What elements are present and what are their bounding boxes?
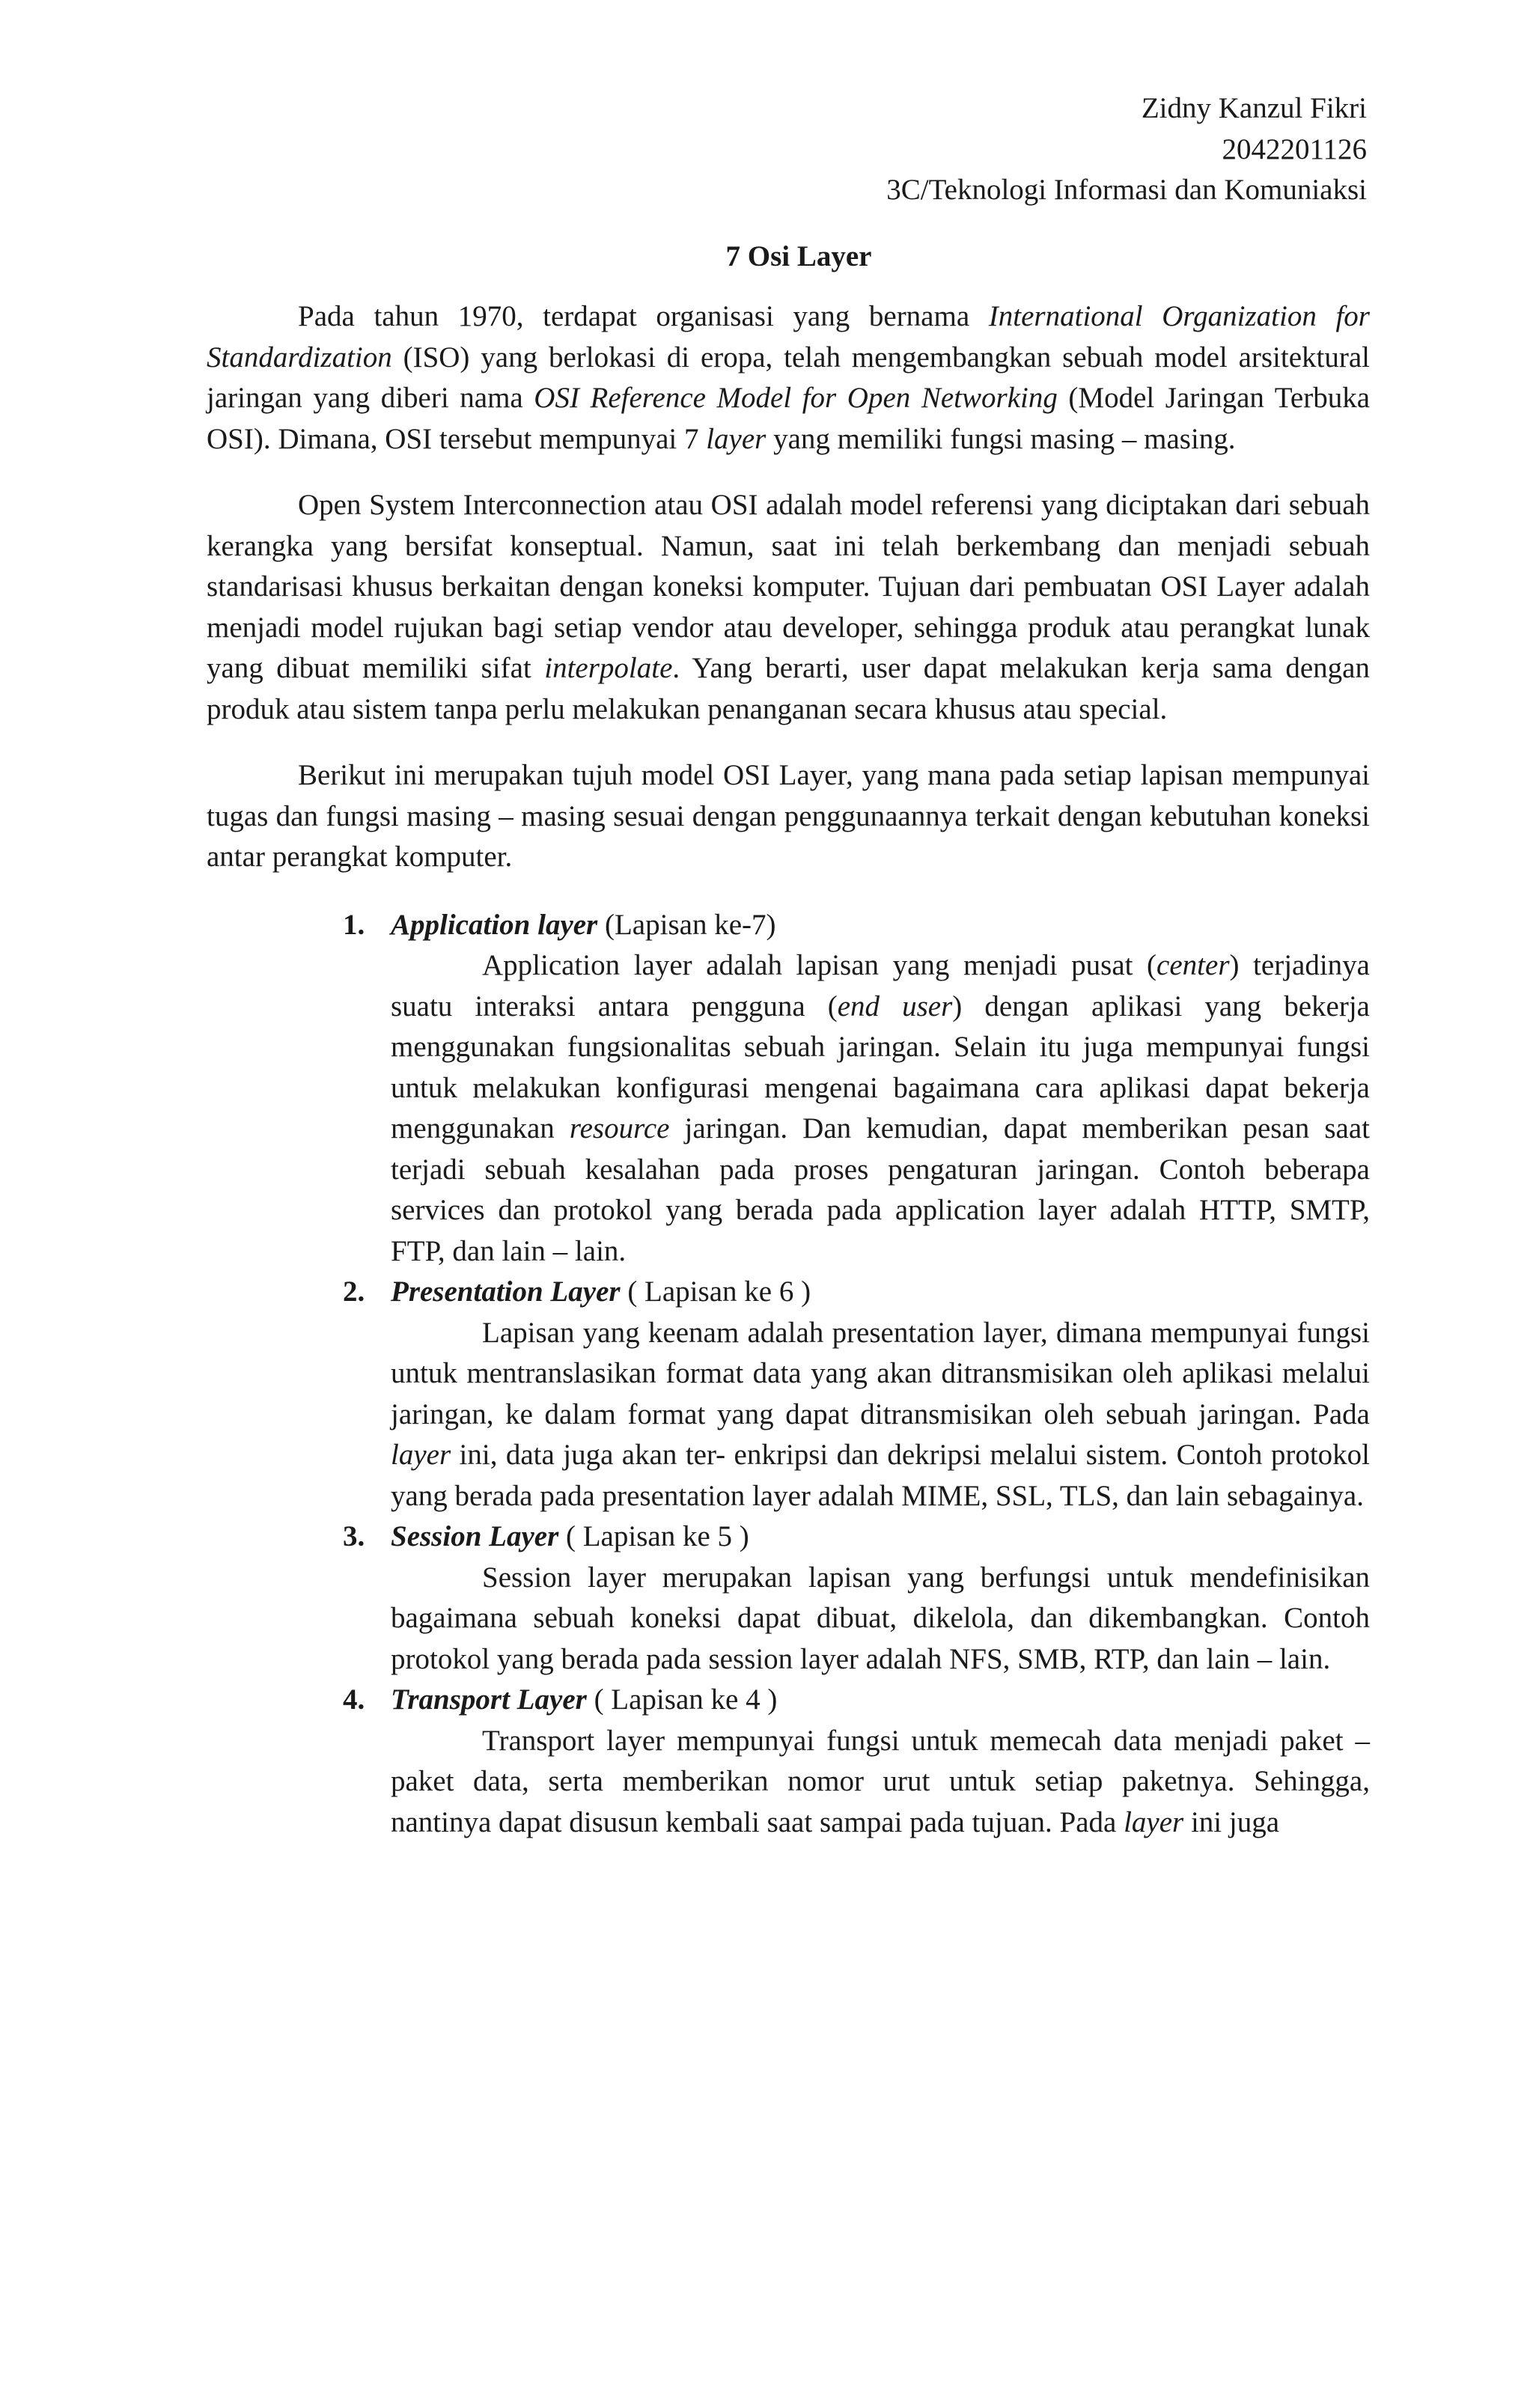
layer-level: (Lapisan ke-7) [597, 908, 776, 941]
intro-paragraph-3 [207, 755, 1370, 878]
list-item-number: 4. [343, 1683, 365, 1716]
text-run: (ISO) yang berlokasi di eropa, telah mengembangkan sebuah model arsitektural jaringan yang diberi nama [207, 341, 1370, 414]
italic-term: end user [837, 990, 953, 1022]
author-name: Zidny Kanzul Fikri [1141, 92, 1367, 124]
italic-term: International Organization for Standardization [207, 300, 1370, 374]
italic-term: layer [391, 1439, 451, 1471]
italic-term: resource [569, 1112, 670, 1144]
text-run: ini, data juga akan ter- enkripsi dan dekripsi melalui sistem. Contoh protokol yang berada pada presentation layer adalah MIME, SSL, TLS, dan lain sebagainya. [391, 1439, 1370, 1512]
text-run: Transport layer mempunyai fungsi untuk memecah data menjadi paket – paket data, serta memberikan nomor urut untuk setiap paketnya. Sehingga, nantinya dapat disusun kembali saat sampai pada tujuan. Pada [391, 1724, 1370, 1838]
class-program: 3C/Teknologi Informasi dan Komuniaksi [886, 174, 1367, 206]
list-item-number: 1. [343, 908, 365, 941]
document-title: 7 Osi Layer [725, 240, 872, 272]
list-item [343, 1272, 1370, 1517]
list-item-heading [343, 905, 1370, 946]
list-item-heading [343, 1680, 1370, 1721]
layer-description [391, 1558, 1370, 1680]
author-header [207, 88, 1367, 211]
text-run: Lapisan yang keenam adalah presentation layer, dimana mempunyai fungsi untuk mentranslasikan format data yang akan ditransmisikan oleh aplikasi melalui jaringan, ke dalam format yang dapat ditransmisikan oleh sebuah jaringan. Pada [391, 1316, 1370, 1430]
text-run: Open System Interconnection atau OSI adalah model referensi yang diciptakan dari sebuah kerangka yang bersifat konseptual. Namun, saat ini telah berkembang dan menjadi sebuah standarisasi khusus berkaitan dengan koneksi komputer. Tujuan dari pembuatan OSI Layer adalah menjadi model rujukan bagi setiap vendor atau developer, sehingga produk atau perangkat lunak yang dibuat memiliki sifat [207, 489, 1370, 684]
text-run: Berikut ini merupakan tujuh model OSI Layer, yang mana pada setiap lapisan mempunyai tugas dan fungsi masing – masing sesuai dengan penggunaannya terkait dengan kebutuhan koneksi antar perangkat komputer. [207, 759, 1370, 873]
text-run: jaringan. Dan kemudian, dapat memberikan pesan saat terjadi sebuah kesalahan pada proses pengaturan jaringan. Contoh beberapa services dan protokol yang berada pada application layer adalah HTTP, SMTP, FTP, dan lain – lain. [391, 1112, 1371, 1267]
intro-paragraph-1 [207, 296, 1370, 460]
layer-level: ( Lapisan ke 5 ) [558, 1520, 749, 1552]
layer-name: Presentation Layer [391, 1275, 621, 1308]
italic-term: OSI Reference Model for Open Networking [534, 382, 1058, 414]
italic-term: center [1156, 949, 1230, 981]
text-run: Pada tahun 1970, terdapat organisasi yang bernama [298, 300, 989, 332]
list-item-number: 2. [343, 1275, 365, 1308]
italic-term: layer [1124, 1805, 1184, 1838]
osi-layer-list [207, 905, 1370, 1844]
text-run: ) dengan aplikasi yang bekerja menggunakan fungsionalitas sebuah jaringan. Selain itu juga mempunyai fungsi untuk melakukan konfigurasi mengenai bagaimana cara aplikasi dapat bekerja menggunakan [391, 990, 1370, 1144]
list-item-heading [343, 1272, 1370, 1313]
italic-term: layer [706, 422, 766, 455]
layer-level: ( Lapisan ke 6 ) [620, 1275, 811, 1308]
layer-level: ( Lapisan ke 4 ) [586, 1683, 778, 1716]
list-item-number: 3. [343, 1520, 365, 1552]
text-run: Session layer merupakan lapisan yang berfungsi untuk mendefinisikan bagaimana sebuah koneksi dapat dibuat, dikelola, dan dikembangkan. Contoh protokol yang berada pada session layer adalah NFS, SMB, RTP, dan lain – lain. [391, 1561, 1370, 1675]
layer-name: Session Layer [391, 1520, 559, 1552]
text-run: (Model Jaringan Terbuka OSI). Dimana, OSI tersebut mempunyai 7 [207, 382, 1370, 455]
layer-name: Application layer [391, 908, 598, 941]
text-run: yang memiliki fungsi masing – masing. [766, 422, 1236, 455]
list-item-heading [343, 1517, 1370, 1558]
list-item [343, 1680, 1370, 1843]
student-id: 2042201126 [1222, 132, 1367, 165]
text-run: ini juga [1183, 1805, 1280, 1838]
layer-name: Transport Layer [391, 1683, 587, 1716]
italic-term: interpolate [544, 652, 673, 684]
layer-description [391, 1313, 1370, 1517]
layer-description [391, 1721, 1370, 1844]
list-item [343, 905, 1371, 1272]
layer-description [391, 945, 1370, 1272]
list-item [343, 1517, 1370, 1680]
text-run: . Yang berarti, user dapat melakukan kerja sama dengan produk atau sistem tanpa perlu melakukan penanganan secara khusus atau special. [207, 652, 1370, 725]
text-run: ) terjadinya suatu interaksi antara pengguna ( [391, 949, 1370, 1022]
text-run: Application layer adalah lapisan yang menjadi pusat ( [482, 949, 1157, 981]
intro-paragraph-2 [207, 485, 1370, 730]
